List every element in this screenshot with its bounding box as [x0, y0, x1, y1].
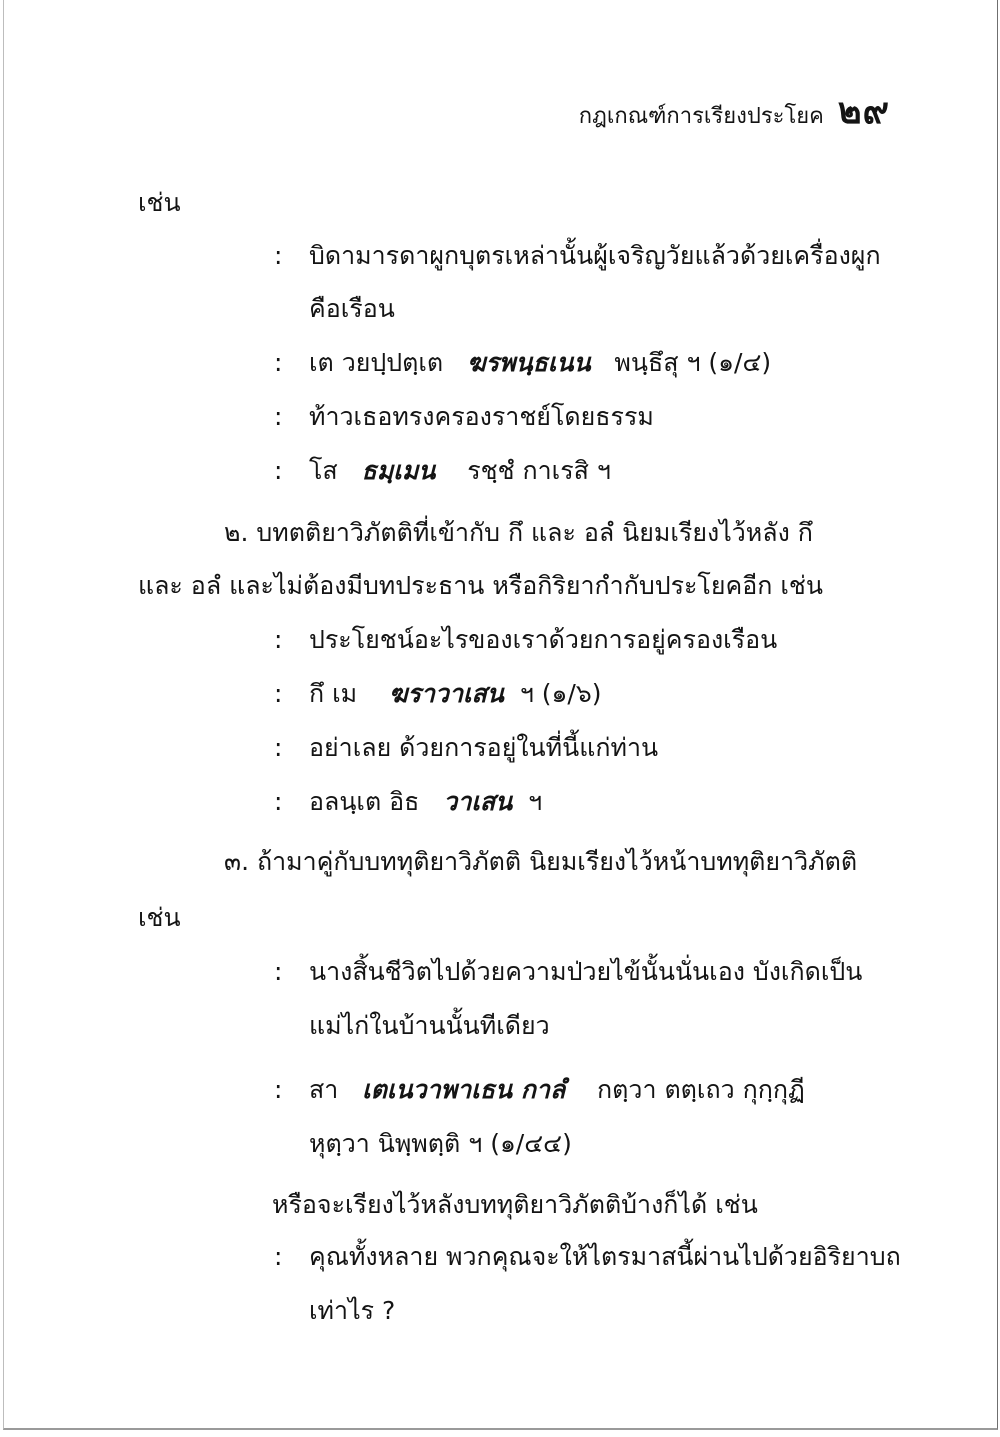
text-line: [138, 905, 181, 930]
running-header: [579, 82, 890, 139]
thai-translation: ท้าวเธอทรงครองราชย์โดยธรรม: [309, 402, 654, 431]
colon-marker: :: [274, 241, 283, 270]
pali-emphasis: ฆราวาเสน: [388, 679, 504, 708]
colon-marker: :: [274, 679, 283, 708]
example-label: เช่น: [138, 188, 181, 217]
thai-translation: ประโยชน์อะไรของเราด้วยการอยู่ครองเรือน: [309, 625, 778, 654]
pali-text: สา: [309, 1075, 339, 1104]
example-label: เช่น: [138, 903, 181, 932]
pali-text: อลนฺเต อิธ: [309, 787, 420, 816]
text-line: [309, 1013, 550, 1038]
pali-text: โส: [309, 456, 338, 485]
colon-marker: :: [274, 1075, 283, 1104]
pali-sentence: [309, 681, 601, 706]
text-line: [309, 1298, 395, 1323]
pali-emphasis: ธมฺเมน: [361, 456, 436, 485]
text-line: [309, 296, 395, 321]
pali-emphasis: เตเนวาพาเธน กาลํ: [362, 1075, 566, 1104]
pali-text-continued: หุตฺวา นิพฺพตฺติ ฯ (๑/๔๔): [309, 1129, 572, 1158]
colon-marker: :: [274, 348, 283, 377]
text-line: [272, 1192, 758, 1217]
thai-translation-continued: แม่ไก่ในบ้านนั้นทีเดียว: [309, 1011, 550, 1040]
rule-text: ๒. บทตติยาวิภัตติที่เข้ากับ กึ และ อลํ นิยมเรียงไว้หลัง กึ: [224, 518, 813, 547]
pali-sentence: [309, 458, 611, 483]
colon-marker: :: [274, 402, 283, 431]
pali-text: รชฺชํ กาเรสิ ฯ: [467, 456, 611, 485]
thai-translation-continued: คือเรือน: [309, 294, 395, 323]
thai-translation: อย่าเลย ด้วยการอยู่ในที่นี้แก่ท่าน: [309, 733, 659, 762]
rule-text: และ อลํ และไม่ต้องมีบทประธาน หรือกิริยากำกับประโยคอีก เช่น: [138, 571, 823, 600]
colon-marker: :: [274, 456, 283, 485]
pali-sentence: [309, 789, 542, 814]
pali-text: ฯ (๑/๖): [519, 679, 602, 708]
pali-text: ฯ: [528, 787, 543, 816]
colon-marker: :: [274, 957, 283, 986]
thai-translation-continued: เท่าไร ?: [309, 1296, 396, 1325]
colon-marker: :: [274, 787, 283, 816]
rule-paragraph-continued: [138, 573, 823, 598]
colon-marker: :: [274, 1242, 283, 1271]
pali-text: กึ เม: [309, 679, 358, 708]
pali-text: เต วยปฺปตฺเต: [309, 348, 444, 377]
pali-emphasis: ฆรพนฺธเนน: [467, 348, 591, 377]
rule-text: ๓. ถ้ามาคู่กับบททุติยาวิภัตติ นิยมเรียงไว้หน้าบททุติยาวิภัตติ: [224, 847, 858, 876]
thai-translation: คุณทั้งหลาย พวกคุณจะให้ไตรมาสนี้ผ่านไปด้วยอิริยาบถ: [309, 1242, 901, 1271]
rule-note: หรือจะเรียงไว้หลังบททุติยาวิภัตติบ้างก็ได้ เช่น: [272, 1190, 758, 1219]
colon-marker: :: [274, 733, 283, 762]
page-number: ๒๙: [837, 91, 890, 132]
thai-translation: บิดามารดาผูกบุตรเหล่านั้นผู้เจริญวัยแล้วด้วยเครื่องผูก: [309, 241, 881, 270]
text-line: [309, 1131, 572, 1156]
rule-paragraph: [224, 520, 813, 545]
rule-paragraph: [224, 849, 857, 874]
pali-text: พนฺธึสุ ฯ (๑/๔): [614, 348, 772, 377]
pali-sentence: [309, 350, 771, 375]
pali-text: กตฺวา ตตฺเถว กุกฺกุฏี: [597, 1075, 805, 1104]
header-title: กฎเกณฑ์การเรียงประโยค: [578, 104, 824, 129]
thai-translation: นางสิ้นชีวิตไปด้วยความป่วยไข้นั้นนั่นเอง บังเกิดเป็น: [309, 957, 863, 986]
colon-marker: :: [274, 625, 283, 654]
pali-emphasis: วาเสน: [443, 787, 513, 816]
pali-sentence: [309, 1077, 805, 1102]
text-line: [138, 190, 181, 215]
